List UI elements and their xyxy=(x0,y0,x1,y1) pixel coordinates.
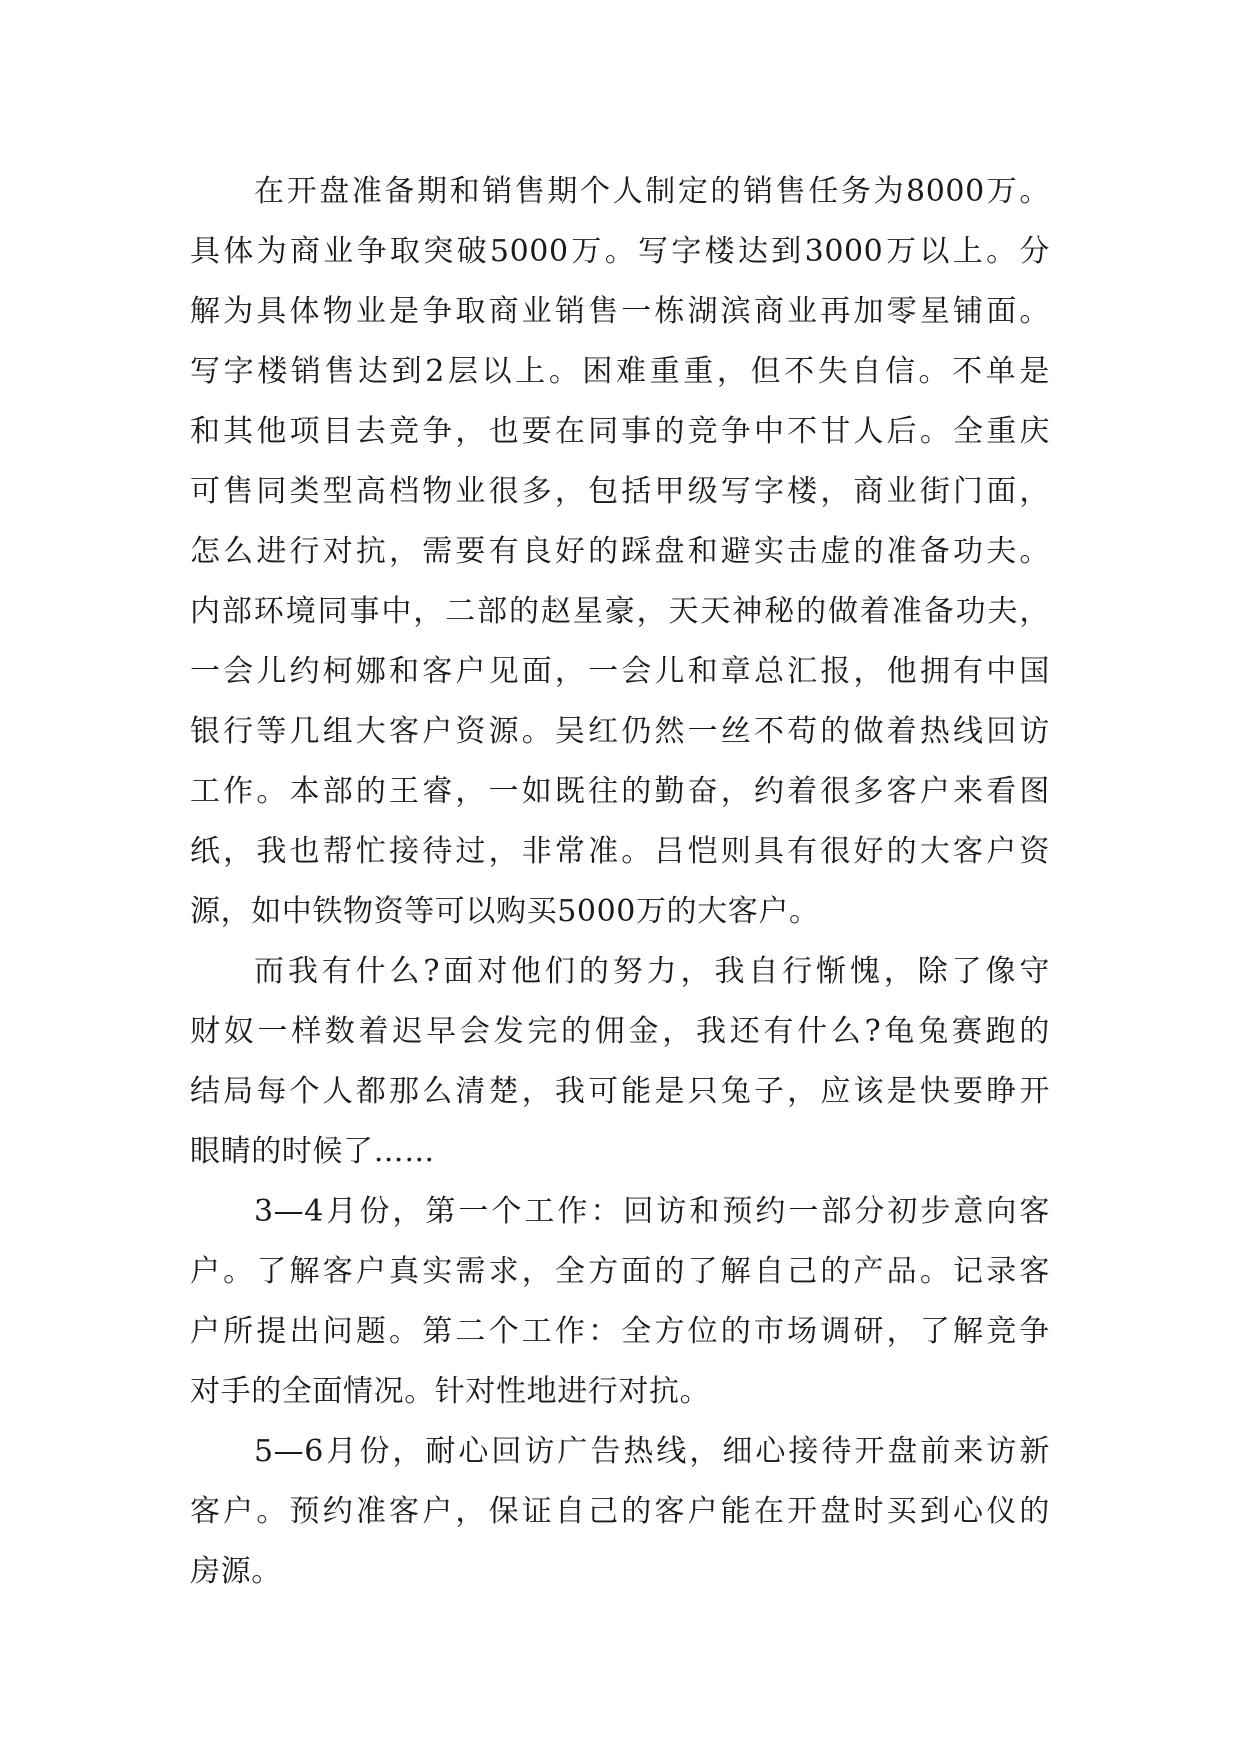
text-line: 纸，我也帮忙接待过，非常准。吕恺则具有很好的大客户资 xyxy=(190,834,1050,869)
paragraph-march-april-plan xyxy=(190,1182,1050,1422)
text-line: 具体为商业争取突破5000万。写字楼达到3000万以上。分 xyxy=(190,234,1050,269)
text-line: 解为具体物业是争取商业销售一栋湖滨商业再加零星铺面。 xyxy=(190,294,1050,329)
text-line: 可售同类型高档物业很多，包括甲级写字楼，商业街门面， xyxy=(190,474,1050,509)
text-line: 写字楼销售达到2层以上。困难重重，但不失自信。不单是 xyxy=(190,354,1050,389)
text-line: 户所提出问题。第二个工作：全方位的市场调研，了解竞争 xyxy=(190,1314,1050,1349)
text-line: 一会儿约柯娜和客户见面，一会儿和章总汇报，他拥有中国 xyxy=(190,654,1050,689)
text-line: 怎么进行对抗，需要有良好的踩盘和避实击虚的准备功夫。 xyxy=(190,534,1050,569)
text-line: 银行等几组大客户资源。吴红仍然一丝不苟的做着热线回访 xyxy=(190,714,1050,749)
text-line: 5—6月份，耐心回访广告热线，细心接待开盘前来访新 xyxy=(254,1434,1050,1469)
text-line: 财奴一样数着迟早会发完的佣金，我还有什么?龟兔赛跑的 xyxy=(190,1014,1050,1049)
document-body xyxy=(190,162,1050,1602)
text-line: 内部环境同事中，二部的赵星豪，天天神秘的做着准备功夫， xyxy=(190,594,1050,629)
text-line: 在开盘准备期和销售期个人制定的销售任务为8000万。 xyxy=(254,174,1050,209)
text-line: 而我有什么?面对他们的努力，我自行惭愧，除了像守 xyxy=(254,954,1050,989)
text-line: 3—4月份，第一个工作：回访和预约一部分初步意向客 xyxy=(254,1194,1050,1229)
text-line: 对手的全面情况。针对性地进行对抗。 xyxy=(190,1374,711,1409)
text-line: 眼睛的时候了…… xyxy=(190,1134,435,1169)
text-line: 客户。预约准客户，保证自己的客户能在开盘时买到心仪的 xyxy=(190,1494,1050,1529)
paragraph-may-june-plan xyxy=(190,1422,1050,1602)
text-line: 房源。 xyxy=(190,1554,282,1589)
text-line: 户。了解客户真实需求，全方面的了解自己的产品。记录客 xyxy=(190,1254,1050,1289)
text-line: 工作。本部的王睿，一如既往的勤奋，约着很多客户来看图 xyxy=(190,774,1050,809)
paragraph-self-reflection xyxy=(190,942,1050,1182)
paragraph-sales-target xyxy=(190,162,1050,942)
text-line: 和其他项目去竞争，也要在同事的竞争中不甘人后。全重庆 xyxy=(190,414,1050,449)
text-line: 结局每个人都那么清楚，我可能是只兔子，应该是快要睁开 xyxy=(190,1074,1050,1109)
text-line: 源，如中铁物资等可以购买5000万的大客户。 xyxy=(190,894,820,929)
